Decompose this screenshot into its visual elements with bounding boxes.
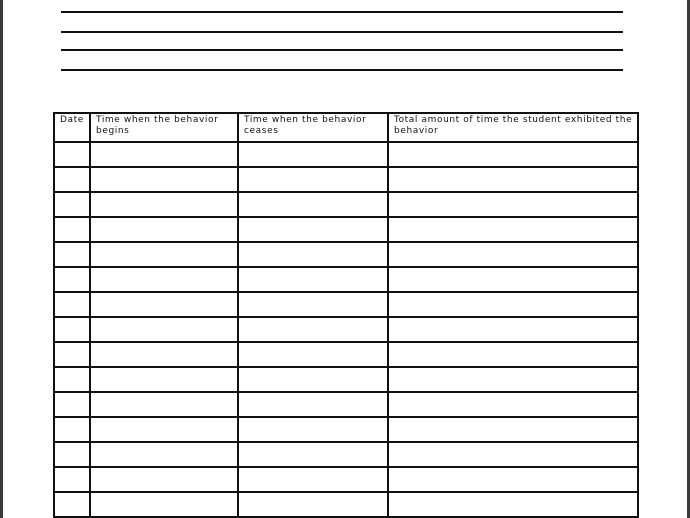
- cell-date: [54, 417, 90, 442]
- table-row: [54, 267, 638, 292]
- cell-date: [54, 317, 90, 342]
- cell-date: [54, 492, 90, 517]
- table-row: [54, 492, 638, 517]
- table-row: [54, 192, 638, 217]
- cell-begin-time: [90, 292, 238, 317]
- table-row: [54, 242, 638, 267]
- table-row: [54, 167, 638, 192]
- cell-date: [54, 292, 90, 317]
- blank-writing-line: [61, 31, 623, 33]
- cell-date: [54, 167, 90, 192]
- table-row: [54, 317, 638, 342]
- cell-end-time: [238, 242, 388, 267]
- cell-total-time: [388, 392, 638, 417]
- cell-begin-time: [90, 417, 238, 442]
- column-header-date: Date: [54, 113, 90, 142]
- column-header-end-time: Time when the behavior ceases: [238, 113, 388, 142]
- cell-total-time: [388, 492, 638, 517]
- cell-begin-time: [90, 242, 238, 267]
- cell-begin-time: [90, 392, 238, 417]
- table-row: [54, 142, 638, 167]
- cell-begin-time: [90, 367, 238, 392]
- cell-date: [54, 467, 90, 492]
- table-row: [54, 467, 638, 492]
- cell-total-time: [388, 167, 638, 192]
- table-row: [54, 342, 638, 367]
- cell-total-time: [388, 142, 638, 167]
- cell-end-time: [238, 142, 388, 167]
- cell-end-time: [238, 467, 388, 492]
- table-row: [54, 292, 638, 317]
- cell-end-time: [238, 292, 388, 317]
- blank-writing-line: [61, 69, 623, 71]
- cell-end-time: [238, 367, 388, 392]
- cell-begin-time: [90, 492, 238, 517]
- behavior-duration-table: [53, 112, 639, 518]
- cell-total-time: [388, 242, 638, 267]
- cell-date: [54, 367, 90, 392]
- table-row: [54, 442, 638, 467]
- cell-begin-time: [90, 167, 238, 192]
- page-left-edge: [0, 0, 3, 518]
- cell-date: [54, 142, 90, 167]
- cell-end-time: [238, 492, 388, 517]
- table-row: [54, 217, 638, 242]
- cell-date: [54, 242, 90, 267]
- cell-total-time: [388, 367, 638, 392]
- table-header-row: [54, 113, 638, 142]
- cell-begin-time: [90, 192, 238, 217]
- cell-begin-time: [90, 267, 238, 292]
- blank-writing-line: [61, 11, 623, 13]
- table-body: [54, 142, 638, 518]
- table-row: [54, 392, 638, 417]
- cell-begin-time: [90, 217, 238, 242]
- cell-date: [54, 392, 90, 417]
- cell-end-time: [238, 192, 388, 217]
- table-row: [54, 367, 638, 392]
- cell-begin-time: [90, 342, 238, 367]
- cell-total-time: [388, 292, 638, 317]
- column-header-begin-time: Time when the behavior begins: [90, 113, 238, 142]
- cell-date: [54, 342, 90, 367]
- cell-total-time: [388, 417, 638, 442]
- cell-end-time: [238, 392, 388, 417]
- blank-writing-line: [61, 49, 623, 51]
- cell-date: [54, 267, 90, 292]
- cell-end-time: [238, 167, 388, 192]
- cell-end-time: [238, 342, 388, 367]
- cell-total-time: [388, 267, 638, 292]
- cell-begin-time: [90, 142, 238, 167]
- cell-end-time: [238, 317, 388, 342]
- cell-end-time: [238, 442, 388, 467]
- cell-total-time: [388, 192, 638, 217]
- table-row: [54, 417, 638, 442]
- cell-date: [54, 442, 90, 467]
- cell-begin-time: [90, 317, 238, 342]
- cell-date: [54, 192, 90, 217]
- cell-total-time: [388, 342, 638, 367]
- cell-begin-time: [90, 442, 238, 467]
- cell-total-time: [388, 467, 638, 492]
- cell-total-time: [388, 317, 638, 342]
- cell-end-time: [238, 217, 388, 242]
- cell-end-time: [238, 417, 388, 442]
- cell-begin-time: [90, 467, 238, 492]
- column-header-total-time: Total amount of time the student exhibited the behavior: [388, 113, 638, 142]
- cell-total-time: [388, 217, 638, 242]
- cell-total-time: [388, 442, 638, 467]
- cell-date: [54, 217, 90, 242]
- cell-end-time: [238, 267, 388, 292]
